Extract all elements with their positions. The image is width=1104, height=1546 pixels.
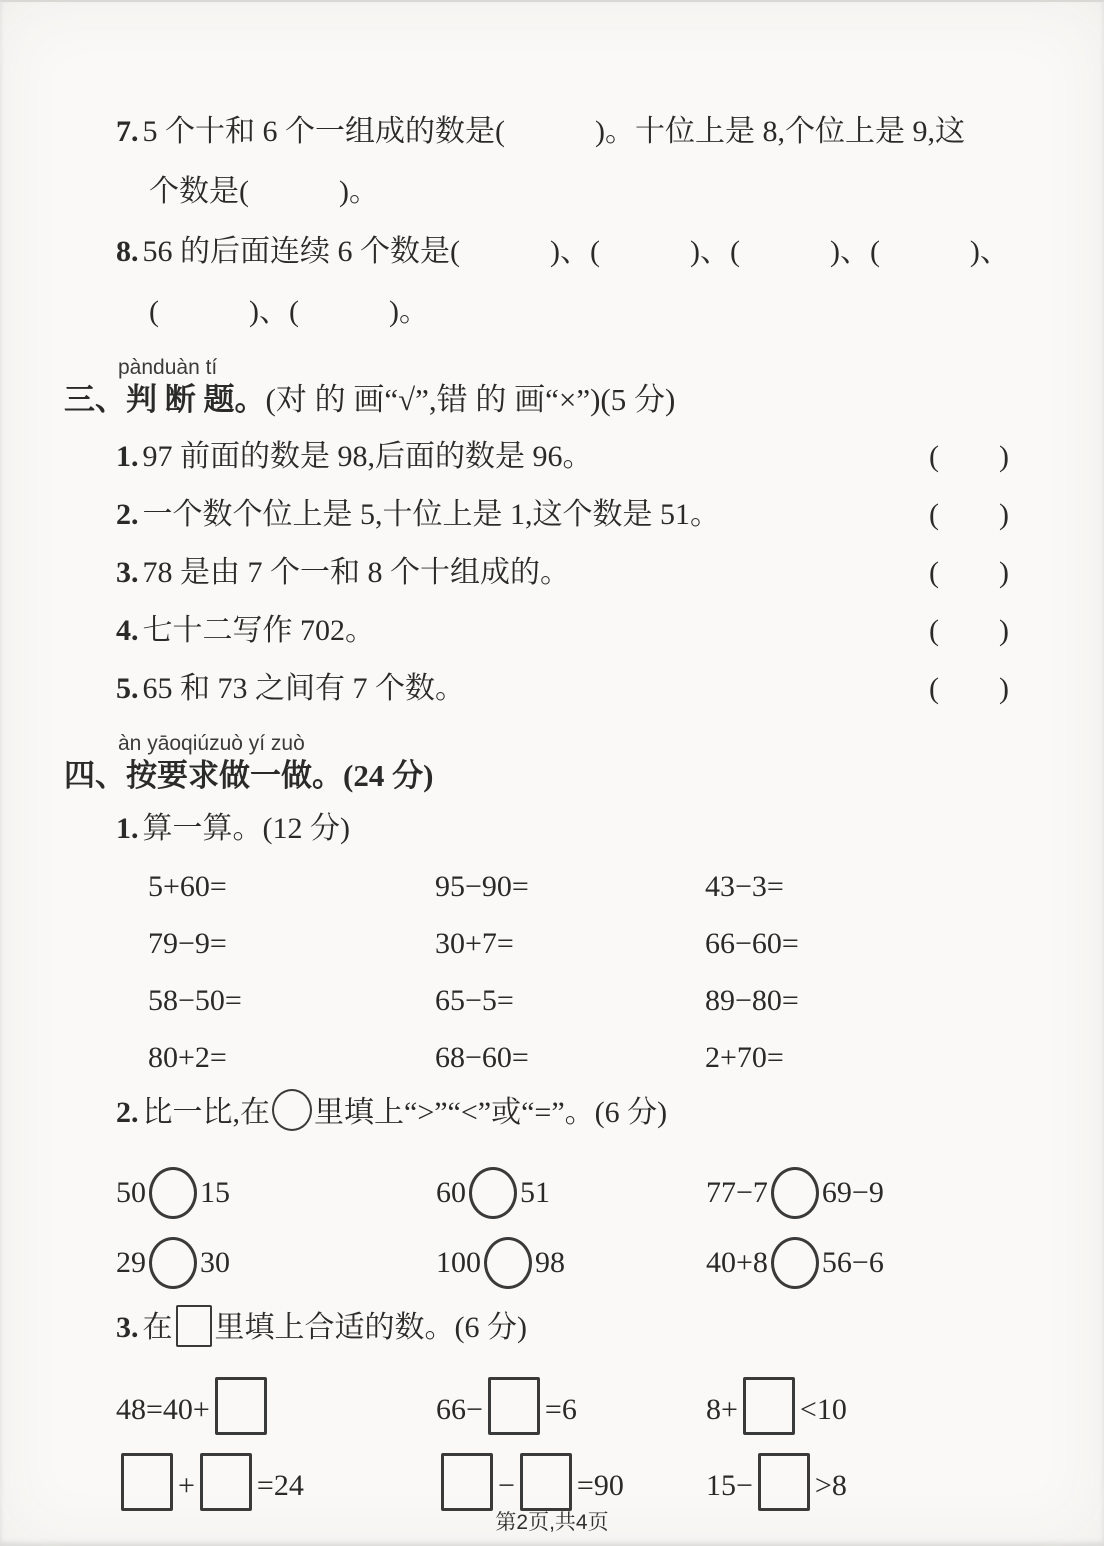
section-do-as-required (0, 732, 1104, 1515)
answer-box (441, 1453, 493, 1511)
compare-item (436, 1167, 706, 1219)
item-text: 97 前面的数是 98,后面的数是 96。 (142, 440, 593, 473)
section-title-note: (对 的 画“√”,错 的 画“×”)(5 分) (265, 382, 676, 417)
answer-box (121, 1453, 173, 1511)
equation-text: 48=40+ (116, 1393, 210, 1426)
answer-box (215, 1377, 267, 1435)
calc-expression: 2+70= (705, 1041, 784, 1074)
question-text: 5 个十和 6 个一组成的数是( )。十位上是 8,个位上是 9,这 (142, 115, 965, 148)
equation-text: =24 (256, 1469, 304, 1502)
answer-box (520, 1453, 572, 1511)
calc-expression: 65−5= (435, 984, 514, 1017)
item-number: 1. (116, 812, 139, 845)
item-number: 3. (116, 1311, 139, 1344)
item-number: 4. (116, 614, 139, 647)
question-7 (116, 102, 1054, 222)
boxes-title-pre: 在 (142, 1311, 173, 1344)
calc-expression: 66−60= (705, 927, 799, 960)
calc-expression: 80+2= (148, 1041, 227, 1074)
equation-text: 8+ (706, 1393, 738, 1426)
item-text: 65 和 73 之间有 7 个数。 (142, 672, 465, 705)
compare-circle (484, 1237, 532, 1289)
compare-item (116, 1237, 436, 1289)
section-judgement-title (64, 380, 1104, 420)
compare-circle (771, 1167, 819, 1219)
equation-text: =6 (544, 1393, 577, 1426)
equation-text: 15− (706, 1469, 753, 1502)
answer-blank: ( ) (929, 498, 1009, 531)
item-text: 七十二写作 702。 (142, 614, 375, 647)
equation-text: >8 (814, 1469, 847, 1502)
calc-expression: 95−90= (435, 870, 529, 903)
answer-box (200, 1453, 252, 1511)
question-7-line1 (116, 102, 1054, 162)
calc-expression: 58−50= (148, 984, 242, 1017)
boxes-title-post: 里填上合适的数。(6 分) (214, 1311, 527, 1344)
right-operand: 51 (520, 1176, 550, 1209)
judge-item-3 (116, 558, 1009, 588)
calc-header (116, 812, 1104, 846)
compare-item (116, 1167, 436, 1219)
box-equation (436, 1377, 706, 1439)
answer-blank: ( ) (929, 440, 1009, 473)
answer-blank: ( ) (929, 672, 1009, 705)
question-8-line2: ( )、( )。 (149, 295, 429, 328)
right-operand: 98 (535, 1246, 565, 1279)
judgement-list (116, 442, 1009, 704)
compare-circle (149, 1237, 197, 1289)
equation-text: 66− (436, 1393, 483, 1426)
item-number: 5. (116, 672, 139, 705)
left-operand: 77−7 (706, 1176, 768, 1209)
item-text: 78 是由 7 个一和 8 个十组成的。 (142, 556, 570, 589)
answer-box (758, 1453, 810, 1511)
pinyin-label: àn yāoqiúzuò yí zuò (118, 732, 305, 755)
boxes-grid (0, 1377, 1104, 1515)
calc-expression: 43−3= (705, 870, 784, 903)
question-8 (116, 222, 1054, 342)
compare-header (116, 1089, 1104, 1131)
left-operand: 40+8 (706, 1246, 768, 1279)
compare-item (706, 1167, 1104, 1219)
left-operand: 60 (436, 1176, 466, 1209)
question-8-line1 (116, 222, 1054, 282)
item-number: 2. (116, 1096, 139, 1129)
box-placeholder-icon (176, 1305, 212, 1347)
section-title-text: 三、判 断 题。 (64, 382, 266, 417)
item-number: 1. (116, 440, 139, 473)
box-equation (706, 1377, 1104, 1439)
compare-circle (149, 1167, 197, 1219)
judge-item-1 (116, 442, 1009, 472)
compare-circle (771, 1237, 819, 1289)
left-operand: 29 (116, 1246, 146, 1279)
answer-blank: ( ) (929, 556, 1009, 589)
right-operand: 56−6 (821, 1246, 884, 1279)
right-operand: 69−9 (821, 1176, 884, 1209)
circle-placeholder-icon (272, 1089, 312, 1131)
answer-box (743, 1377, 795, 1435)
right-operand: 30 (200, 1246, 230, 1279)
calc-expression: 89−80= (705, 984, 799, 1017)
right-operand: 15 (200, 1176, 230, 1209)
item-number: 3. (116, 556, 139, 589)
question-7-line2: 个数是( )。 (149, 175, 379, 208)
compare-grid (0, 1167, 1104, 1289)
question-number: 7. (116, 115, 139, 148)
judge-item-5 (116, 674, 1009, 704)
boxes-header (116, 1305, 1104, 1347)
section-do-title: 四、按要求做一做。(24 分) (64, 758, 434, 793)
calc-title: 算一算。(12 分) (142, 812, 350, 845)
pinyin-label: pànduàn tí (118, 356, 218, 379)
compare-title-pre: 比一比,在 (142, 1096, 270, 1129)
page-footer: 第2页,共4页 (495, 1511, 609, 1534)
compare-item (706, 1237, 1104, 1289)
compare-item (436, 1237, 706, 1289)
equation-operator: − (498, 1469, 515, 1502)
compare-circle (469, 1167, 517, 1219)
left-operand: 50 (116, 1176, 146, 1209)
judge-item-2 (116, 500, 1009, 530)
box-equation (116, 1377, 436, 1439)
calc-expression: 5+60= (148, 870, 227, 903)
equation-operator: + (178, 1469, 195, 1502)
equation-text: =90 (576, 1469, 624, 1502)
item-text: 一个数个位上是 5,十位上是 1,这个数是 51。 (142, 498, 720, 531)
calc-grid (0, 872, 1104, 1073)
compare-title-post: 里填上“>”“<”或“=”。(6 分) (314, 1096, 668, 1129)
calc-expression: 68−60= (435, 1041, 529, 1074)
calc-expression: 30+7= (435, 927, 514, 960)
equation-text: <10 (799, 1393, 847, 1426)
judge-item-4 (116, 616, 1009, 646)
item-number: 2. (116, 498, 139, 531)
calc-expression: 79−9= (148, 927, 227, 960)
answer-blank: ( ) (929, 614, 1009, 647)
section-judgement (0, 356, 1104, 704)
question-text: 56 的后面连续 6 个数是( )、( )、( )、( )、 (142, 235, 1010, 268)
left-operand: 100 (436, 1246, 481, 1279)
question-number: 8. (116, 235, 139, 268)
answer-box (488, 1377, 540, 1435)
